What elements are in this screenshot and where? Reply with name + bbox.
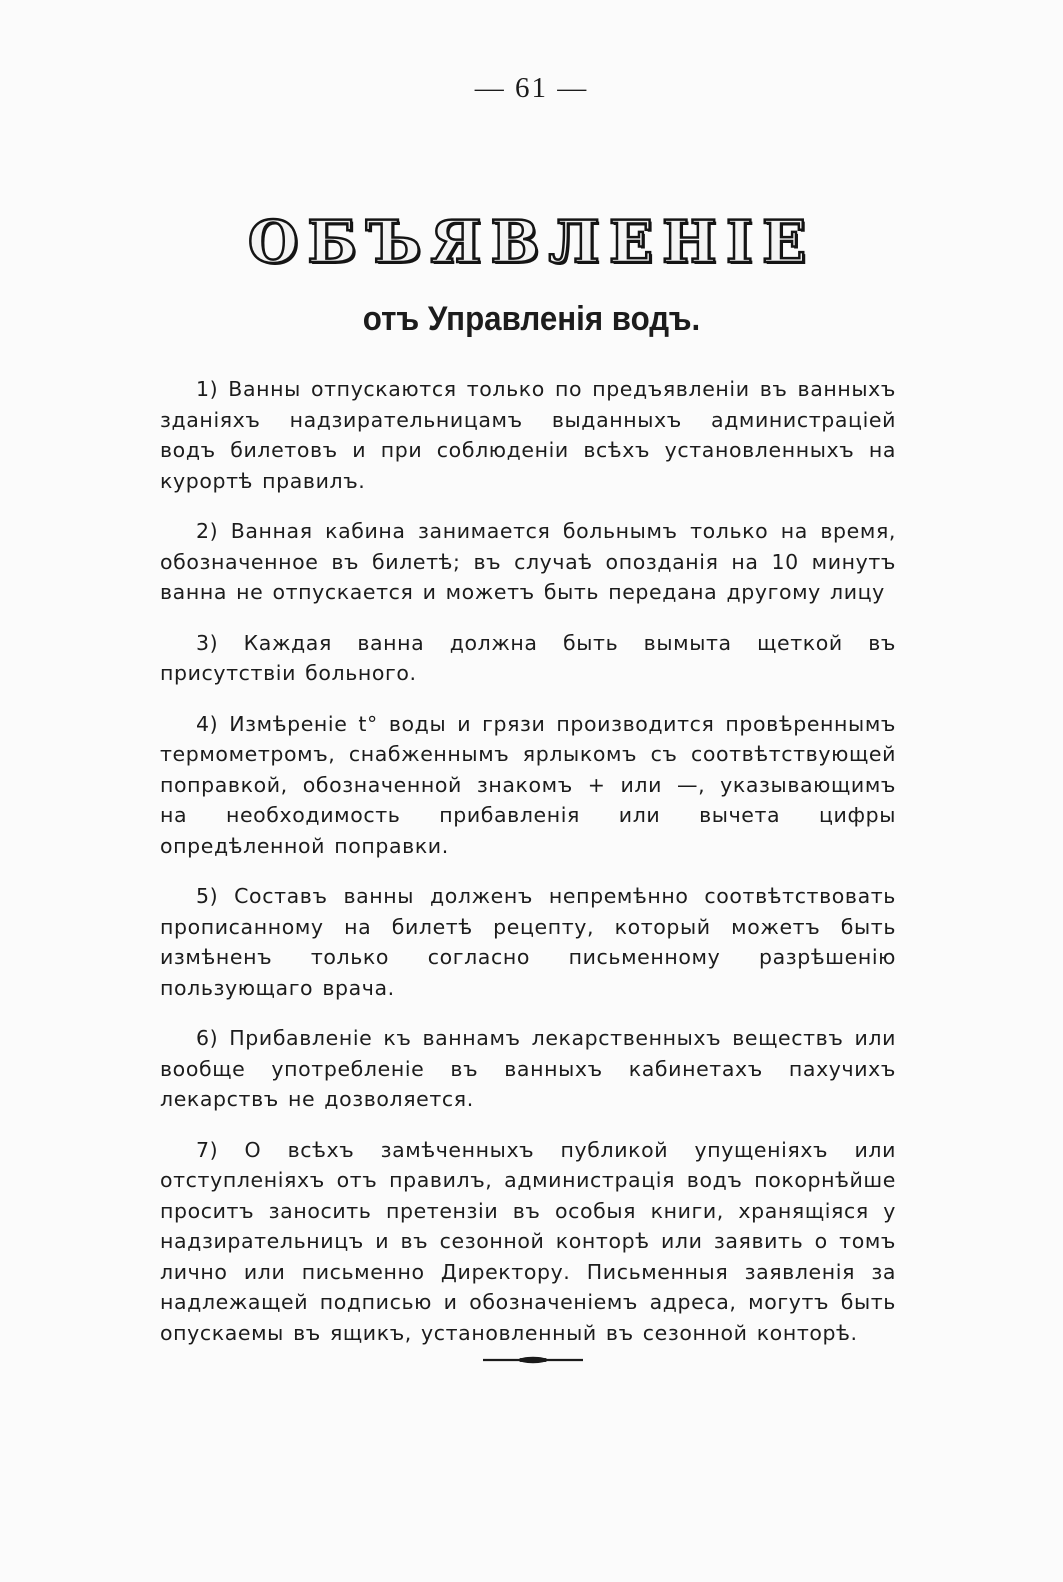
page-subtitle: отъ Управленія водъ. — [362, 300, 701, 338]
rule-paragraph-4: 4) Измѣреніе t° воды и грязи производится провѣреннымъ термометромъ, снабженнымъ ярлыкомъ съ соотвѣтствующей поправкой, обозначенной знакомъ + или —, указывающимъ на необходимость прибавленія или вычета цифры опредѣленной поправки. — [160, 711, 896, 858]
rule-paragraph-1: 1) Ванны отпускаются только по предъявленіи въ ванныхъ зданіяхъ надзирательницамъ выданныхъ администраціей водъ билетовъ и при соблюденіи всѣхъ установленныхъ на курортѣ правилъ. — [160, 377, 896, 493]
rule-paragraph-7: 7) О всѣхъ замѣченныхъ публикой упущеніяхъ или отступленіяхъ отъ правилъ, администрація водъ покорнѣйше проситъ заносить претензіи въ особыя книги, хранящіяся у надзирательницъ и въ сезонной конторѣ или заявить о томъ лично или письменно Директору. Письменныя заявленія за надлежащей подписью и обозначеніемъ адреса, могутъ быть опускаемы въ ящикъ, установленный въ сезонной конторѣ. — [160, 1137, 896, 1345]
rule-paragraph-3: 3) Каждая ванна должна быть вымыта щеткой въ присутствіи больного. — [160, 630, 896, 685]
announcement-body — [160, 374, 896, 1368]
rule-paragraph-6: 6) Прибавленіе къ ваннамъ лекарственныхъ веществъ или вообще употребленіе въ ванныхъ кабинетахъ пахучихъ лекарствъ не дозволяется. — [160, 1026, 896, 1111]
rule-paragraph-5: 5) Составъ ванны долженъ непремѣнно соотвѣтствовать прописанному на билетѣ рецепту, который можетъ быть измѣненъ только согласно письменному разрѣшенію пользующаго врача. — [160, 884, 896, 1000]
page-title: ОБЪЯВЛЕНІЕ — [247, 208, 816, 276]
rule-paragraph-2: 2) Ванная кабина занимается больнымъ только на время, обозначенное въ билетѣ; въ случаѣ опозданія на 10 минутъ ванна не отпускается и можетъ быть передана другому лицу — [160, 519, 896, 604]
page-number: — 61 — — [474, 72, 589, 104]
ornament-divider — [483, 1352, 583, 1368]
